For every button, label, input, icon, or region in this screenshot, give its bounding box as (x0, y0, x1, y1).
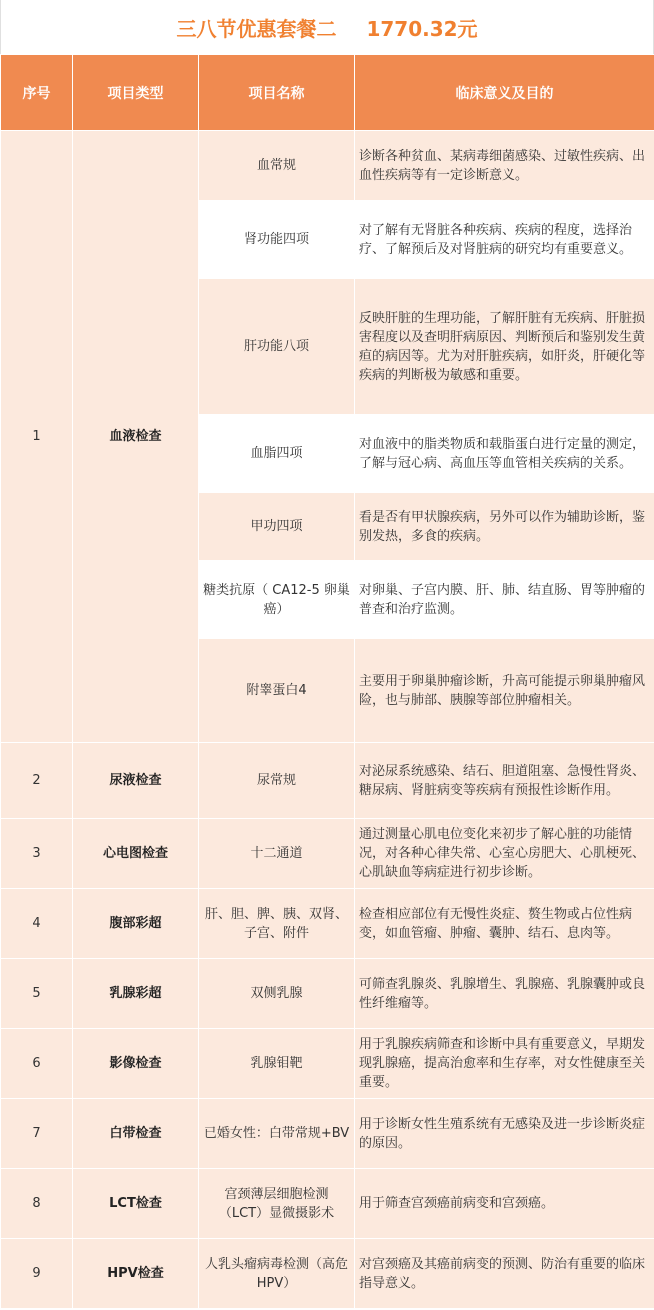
row-type: 乳腺彩超 (73, 959, 199, 1029)
page-title (0, 0, 654, 54)
row-type: LCT检查 (73, 1169, 199, 1239)
row-meaning: 用于乳腺疾病筛查和诊断中具有重要意义，早期发现乳腺癌，提高治愈率和生存率，对女性健康至关重要。 (355, 1029, 654, 1099)
row-name: 已婚女性：白带常规+BV (199, 1099, 355, 1169)
table-row (1, 889, 654, 959)
row-type: HPV检查 (73, 1239, 199, 1309)
header-no: 序号 (1, 55, 73, 131)
row-type: 尿液检查 (73, 743, 199, 819)
row-name: 附睾蛋白4 (199, 639, 355, 743)
row-meaning: 对宫颈癌及其癌前病变的预测、防治有重要的临床指导意义。 (355, 1239, 654, 1309)
row-name: 甲功四项 (199, 493, 355, 561)
row-name: 尿常规 (199, 743, 355, 819)
table-row (1, 1099, 654, 1169)
table-header-row (1, 55, 654, 131)
table-row (1, 1169, 654, 1239)
table-row (1, 819, 654, 889)
row-meaning: 诊断各种贫血、某病毒细菌感染、过敏性疾病、出血性疾病等有一定诊断意义。 (355, 131, 654, 201)
header-type: 项目类型 (73, 55, 199, 131)
package-table (0, 54, 654, 1309)
table-row (1, 959, 654, 1029)
row-name: 血常规 (199, 131, 355, 201)
package-title: 三八节优惠套餐二 (176, 16, 337, 41)
table-row (1, 1029, 654, 1099)
row-no: 6 (1, 1029, 73, 1099)
table-row (1, 1239, 654, 1309)
row-no: 7 (1, 1099, 73, 1169)
row-name: 血脂四项 (199, 415, 355, 493)
row-name: 肾功能四项 (199, 201, 355, 279)
row-type: 白带检查 (73, 1099, 199, 1169)
row-no: 2 (1, 743, 73, 819)
row-no: 4 (1, 889, 73, 959)
row-type: 影像检查 (73, 1029, 199, 1099)
row-name: 宫颈薄层细胞检测（LCT）显微摄影术 (199, 1169, 355, 1239)
row-meaning: 对血液中的脂类物质和载脂蛋白进行定量的测定，了解与冠心病、高血压等血管相关疾病的关系。 (355, 415, 654, 493)
header-meaning: 临床意义及目的 (355, 55, 654, 131)
row-name: 肝功能八项 (199, 279, 355, 415)
row-no: 5 (1, 959, 73, 1029)
row-name: 双侧乳腺 (199, 959, 355, 1029)
row-meaning: 检查相应部位有无慢性炎症、赘生物或占位性病变，如血管瘤、肿瘤、囊肿、结石、息肉等。 (355, 889, 654, 959)
row-no: 8 (1, 1169, 73, 1239)
row-meaning: 用于筛查宫颈癌前病变和宫颈癌。 (355, 1169, 654, 1239)
row-meaning: 对卵巢、子宫内膜、肝、肺、结直肠、胃等肿瘤的普查和治疗监测。 (355, 561, 654, 639)
row-meaning: 主要用于卵巢肿瘤诊断，升高可能提示卵巢肿瘤风险，也与肺部、胰腺等部位肿瘤相关。 (355, 639, 654, 743)
row-name: 人乳头瘤病毒检测（高危HPV） (199, 1239, 355, 1309)
row-name: 肝、胆、脾、胰、双肾、子宫、附件 (199, 889, 355, 959)
table-row (1, 131, 654, 201)
package-price: 1770.32元 (366, 16, 478, 41)
header-name: 项目名称 (199, 55, 355, 131)
row-meaning: 用于诊断女性生殖系统有无感染及进一步诊断炎症的原因。 (355, 1099, 654, 1169)
row-meaning: 看是否有甲状腺疾病，另外可以作为辅助诊断，鉴别发热，多食的疾病。 (355, 493, 654, 561)
row-meaning: 通过测量心肌电位变化来初步了解心脏的功能情况，对各种心律失常、心室心房肥大、心肌梗死、心肌缺血等病症进行初步诊断。 (355, 819, 654, 889)
row-no: 3 (1, 819, 73, 889)
row-meaning: 反映肝脏的生理功能，了解肝脏有无疾病、肝脏损害程度以及查明肝病原因、判断预后和鉴别发生黄疸的病因等。尤为对肝脏疾病，如肝炎，肝硬化等疾病的判断极为敏感和重要。 (355, 279, 654, 415)
row-meaning: 可筛查乳腺炎、乳腺增生、乳腺癌、乳腺囊肿或良性纤维瘤等。 (355, 959, 654, 1029)
row-name: 十二通道 (199, 819, 355, 889)
row-name: 乳腺钼靶 (199, 1029, 355, 1099)
row-no: 9 (1, 1239, 73, 1309)
row-type: 心电图检查 (73, 819, 199, 889)
row-name: 糖类抗原（ CA12-5 卵巢癌） (199, 561, 355, 639)
table-row (1, 743, 654, 819)
row-type: 血液检查 (73, 131, 199, 743)
row-meaning: 对泌尿系统感染、结石、胆道阻塞、急慢性肾炎、糖尿病、肾脏病变等疾病有预报性诊断作用。 (355, 743, 654, 819)
row-meaning: 对了解有无肾脏各种疾病、疾病的程度，选择治疗、了解预后及对肾脏病的研究均有重要意义。 (355, 201, 654, 279)
row-no: 1 (1, 131, 73, 743)
row-type: 腹部彩超 (73, 889, 199, 959)
